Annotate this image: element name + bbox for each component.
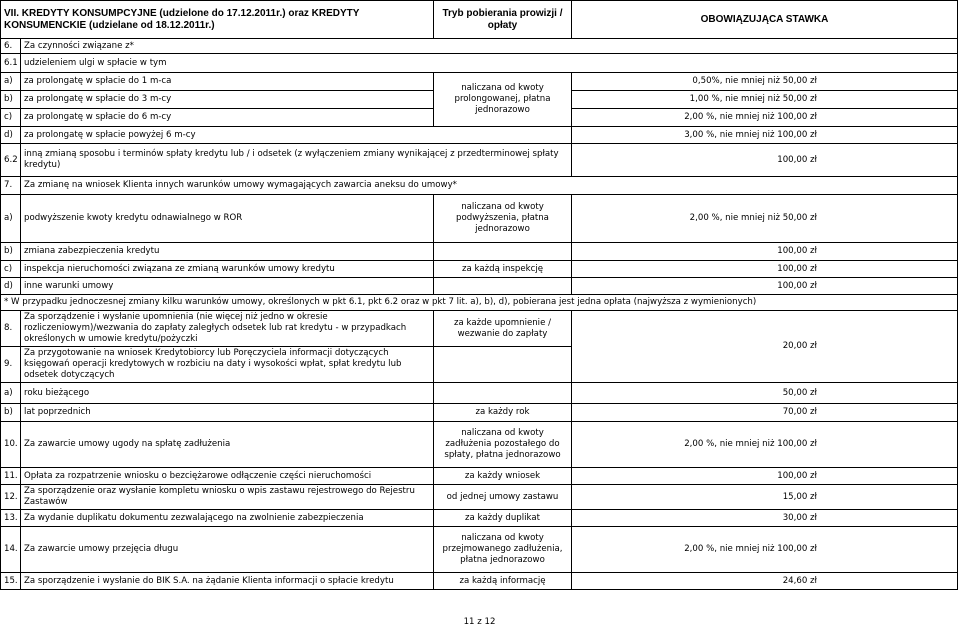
row-label: inną zmianą sposobu i terminów spłaty kredytu lub / i odsetek (z wyłączeniem zmiany wynikającej z przedterminowej spłaty kredytu) [21,144,572,177]
row-number: 13. [1,510,21,527]
row-mode: naliczana od kwoty zadłużenia pozostałego do spłaty, płatna jednorazowo [434,422,572,468]
table-row [1,573,958,590]
row-rate: 24,60 zł [572,573,958,590]
row-number: 7. [1,177,21,195]
row-number: b) [1,404,21,422]
row-label: Za zawarcie umowy przejęcia długu [21,527,434,573]
row-number: a) [1,73,21,91]
row-number: b) [1,91,21,109]
table-row [1,527,958,573]
row-label: inspekcja nieruchomości związana ze zmianą warunków umowy kredytu [21,261,434,278]
row-label: Za wydanie duplikatu dokumentu zezwalającego na zwolnienie zabezpieczenia [21,510,434,527]
row-number: 8. [1,311,21,347]
row-number: c) [1,261,21,278]
row-mode: za każdą inspekcję [434,261,572,278]
table-header [1,1,958,39]
row-label: roku bieżącego [21,383,434,404]
row-label: Za przygotowanie na wniosek Kredytobiorcy lub Poręczyciela informacji dotyczących księgowań operacji kredytowych w rozbiciu na daty i wysokości wpłat, spłat kredytu lub odsetek dotyczących [21,347,434,383]
table-row [1,144,958,177]
row-number: 6. [1,39,21,54]
table-row [1,261,958,278]
row-mode: naliczana od kwoty prolongowanej, płatna jednorazowo [434,73,572,127]
table-row [1,510,958,527]
row-rate: 2,00 %, nie mniej niż 100,00 zł [572,422,958,468]
table-row [1,468,958,485]
table-row [1,243,958,261]
row-number: 14. [1,527,21,573]
row-number: b) [1,243,21,261]
row-rate: 2,00 %, nie mniej niż 100,00 zł [572,527,958,573]
table-row [1,278,958,295]
table-row [1,311,958,347]
row-number: 11. [1,468,21,485]
row-number: 6.1 [1,54,21,73]
row-rate: 30,00 zł [572,510,958,527]
row-label: Za zmianę na wniosek Klienta innych warunków umowy wymagających zawarcia aneksu do umowy* [21,177,958,195]
row-label: Za sporządzenie oraz wysłanie kompletu wniosku o wpis zastawu rejestrowego do Rejestru Zastawów [21,485,434,510]
table-row [1,127,958,144]
table-row [1,422,958,468]
row-mode: naliczana od kwoty przejmowanego zadłużenia, płatna jednorazowo [434,527,572,573]
row-mode: za każdy wniosek [434,468,572,485]
row-number: a) [1,195,21,243]
table-row [1,195,958,243]
table-row [1,54,958,73]
row-mode [434,243,572,261]
row-number: c) [1,109,21,127]
row-label: za prolongatę w spłacie do 3 m-cy [21,91,434,109]
table-row [1,39,958,54]
row-number: 12. [1,485,21,510]
col-header-rate: OBOWIĄZUJĄCA STAWKA [572,1,958,39]
row-mode: od jednej umowy zastawu [434,485,572,510]
row-rate: 100,00 zł [572,278,958,295]
row-rate: 50,00 zł [572,383,958,404]
row-rate: 20,00 zł [572,311,958,383]
row-number: 6.2 [1,144,21,177]
row-label: za prolongatę w spłacie powyżej 6 m-cy [21,127,572,144]
row-mode: za każdy rok [434,404,572,422]
table-row [1,383,958,404]
row-mode [434,383,572,404]
row-label: za prolongatę w spłacie do 1 m-ca [21,73,434,91]
row-number: d) [1,278,21,295]
row-label: Za sporządzenie i wysłanie do BIK S.A. na żądanie Klienta informacji o spłacie kredytu [21,573,434,590]
row-rate: 100,00 zł [572,261,958,278]
row-rate: 15,00 zł [572,485,958,510]
row-label: zmiana zabezpieczenia kredytu [21,243,434,261]
col-header-mode: Tryb pobierania prowizji / opłaty [434,1,572,39]
row-number: 9. [1,347,21,383]
row-label: Za sporządzenie i wysłanie upomnienia (nie więcej niż jedno w okresie rozliczeniowym)/wezwania do zapłaty zaległych odsetek lub rat kredytu - w przypadkach określonych w umowie kredytu/pożyczki [21,311,434,347]
table-row [1,177,958,195]
row-rate: 2,00 %, nie mniej niż 100,00 zł [572,109,958,127]
row-rate: 3,00 %, nie mniej niż 100,00 zł [572,127,958,144]
row-label: udzieleniem ulgi w spłacie w tym [21,54,958,73]
row-rate: 100,00 zł [572,243,958,261]
row-number: a) [1,383,21,404]
row-label: podwyższenie kwoty kredytu odnawialnego w ROR [21,195,434,243]
row-mode: za każde upomnienie / wezwanie do zapłaty [434,311,572,347]
row-mode: naliczana od kwoty podwyższenia, płatna jednorazowo [434,195,572,243]
page-number: 11 z 12 [463,617,496,627]
table-row [1,295,958,311]
row-label: Za czynności związane z* [21,39,958,54]
row-rate: 2,00 %, nie mniej niż 50,00 zł [572,195,958,243]
footnote: * W przypadku jednoczesnej zmiany kilku warunków umowy, określonych w pkt 6.1, pkt 6.2 oraz w pkt 7 lit. a), b), d), pobierana jest jedna opłata (najwyższa z wymienionych) [1,295,958,311]
row-rate: 0,50%, nie mniej niż 50,00 zł [572,73,958,91]
row-rate: 70,00 zł [572,404,958,422]
row-number: 10. [1,422,21,468]
row-mode [434,347,572,383]
row-mode [434,278,572,295]
table-row [1,485,958,510]
row-label: lat poprzednich [21,404,434,422]
table-row [1,73,958,91]
row-mode: za każdy duplikat [434,510,572,527]
row-label: za prolongatę w spłacie do 6 m-cy [21,109,434,127]
row-number: d) [1,127,21,144]
row-rate: 100,00 zł [572,468,958,485]
row-rate: 1,00 %, nie mniej niż 50,00 zł [572,91,958,109]
row-number: 15. [1,573,21,590]
row-label: inne warunki umowy [21,278,434,295]
row-label: Opłata za rozpatrzenie wniosku o bezciężarowe odłączenie części nieruchomości [21,468,434,485]
row-label: Za zawarcie umowy ugody na spłatę zadłużenia [21,422,434,468]
table-row [1,404,958,422]
row-mode: za każdą informację [434,573,572,590]
section-title: VII. KREDYTY KONSUMPCYJNE (udzielone do 17.12.2011r.) oraz KREDYTY KONSUMENCKIE (udzielane od 18.12.2011r.) [1,1,434,39]
row-rate: 100,00 zł [572,144,958,177]
